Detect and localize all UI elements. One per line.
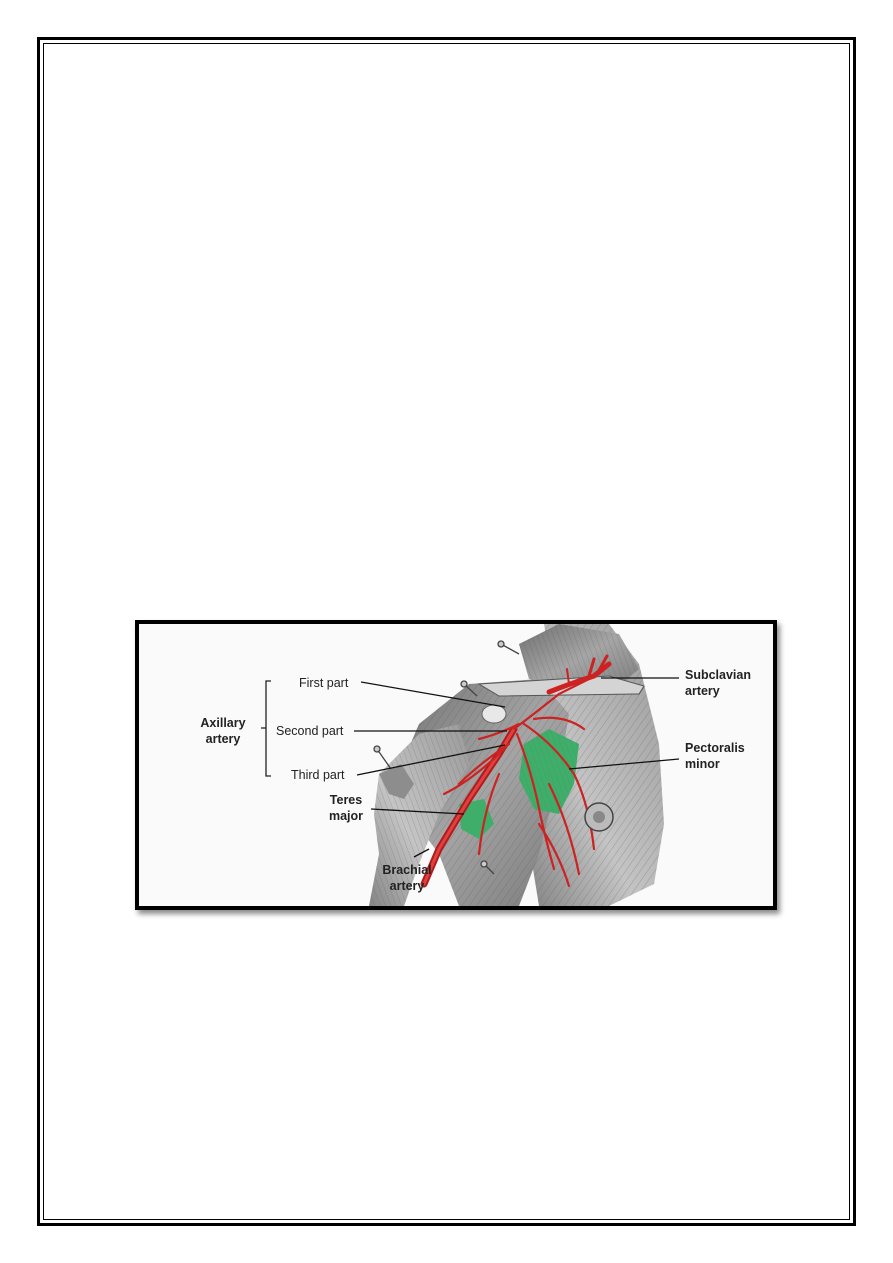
label-subclavian: Subclavian [685, 668, 751, 682]
humeral-head [482, 705, 506, 723]
label-first-part: First part [299, 676, 349, 690]
label-axillary-artery: artery [205, 732, 241, 746]
label-brachial: Brachial [382, 863, 432, 877]
axillary-bracket [261, 681, 271, 776]
label-axillary: Axillary [200, 716, 246, 730]
label-teres-major: major [328, 809, 364, 823]
label-pectoralis-minor: minor [685, 757, 720, 771]
axillary-artery-figure [135, 620, 777, 910]
round-structure [585, 803, 613, 831]
label-pectoralis: Pectoralis [685, 741, 745, 755]
label-third-part: Third part [291, 768, 345, 782]
label-second-part: Second part [276, 724, 344, 738]
label-brachial-artery: artery [389, 879, 425, 893]
anatomy-illustration [139, 624, 773, 906]
label-subclavian-artery: artery [685, 684, 720, 698]
label-teres: Teres [329, 793, 363, 807]
